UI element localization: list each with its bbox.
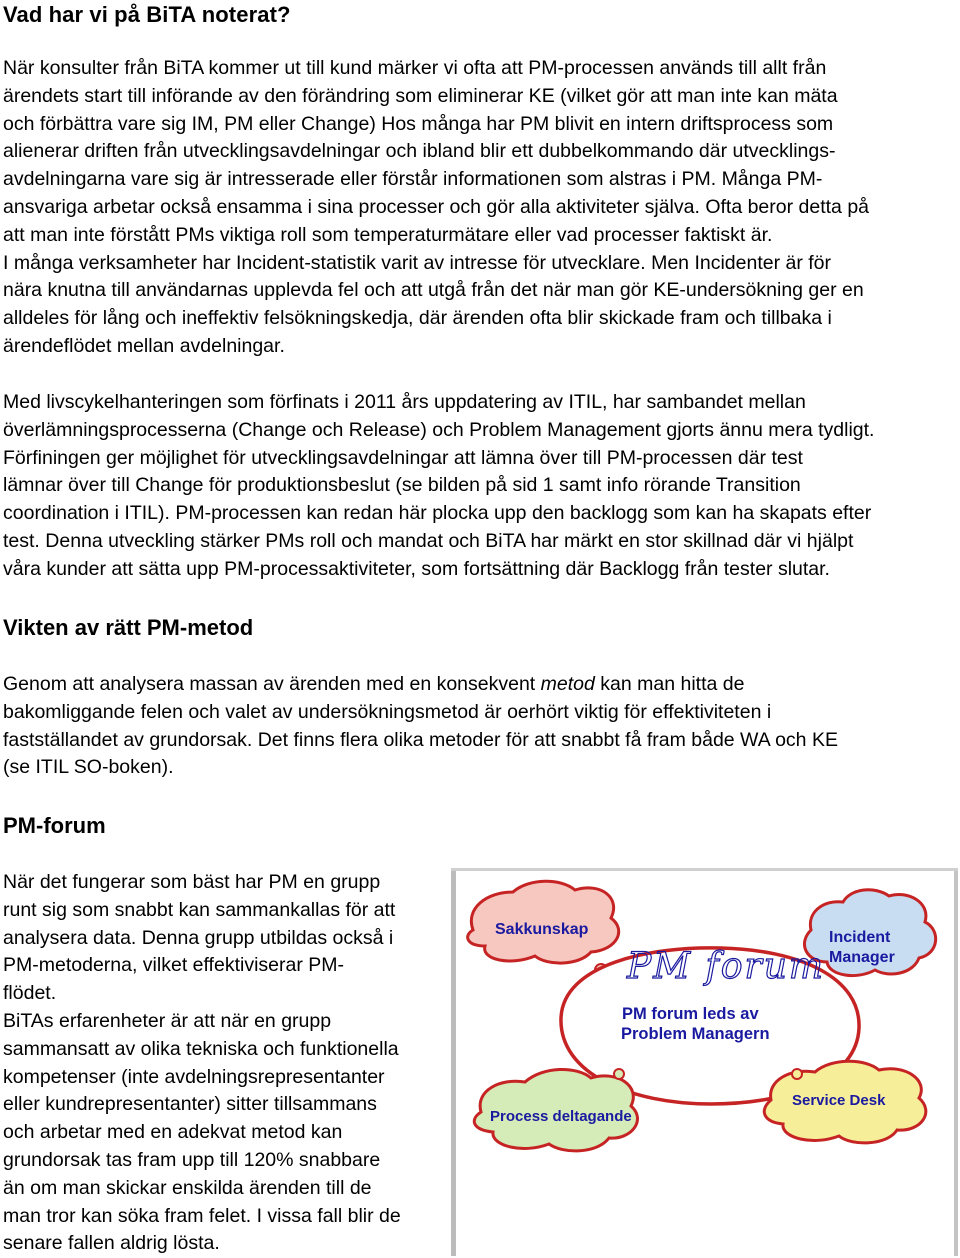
text-line: överlämningsprocesserna (Change och Release) och Problem Management gjorts ännu mera tydligt. (3, 418, 875, 441)
section-heading-method: Vikten av rätt PM-metod (3, 615, 254, 640)
text-run: kan man hitta de (594, 673, 745, 695)
text-line: När det fungerar som bäst har PM en grupp (3, 871, 381, 893)
text-line: sammansatt av olika tekniska och funktionella (3, 1037, 399, 1060)
text-line: lämnar över till Change för produktionsbeslut (se bilden på sid 1 samt info rörande Transition (3, 474, 801, 497)
text-line: bakomliggande felen och valet av undersökningsmetod är oerhört viktig för effektiviteten i (3, 700, 772, 723)
handwritten-pm-forum: PM forum (627, 946, 826, 987)
text-line: Med livscykelhanteringen som förfinats i 2011 års uppdatering av ITIL, har sambandet mellan (3, 391, 806, 413)
text-line: När konsulter från BiTA kommer ut till kund märker vi ofta att PM-processen används till allt från (3, 57, 827, 79)
lifecycle-paragraph (3, 389, 948, 584)
page-title: Vad har vi på BiTA noterat? (3, 2, 291, 27)
text-line: coordination i ITIL). PM-processen kan redan här plocka upp den backlogg som kan ha skapats efter (3, 502, 872, 525)
text-line: flödet. (3, 982, 57, 1005)
emphasis-text: metod (540, 673, 595, 695)
text-line: att man inte förstått PMs viktiga roll som temperaturmätare eller vad processer faktiskt är. (3, 223, 773, 246)
text-line: våra kunder att sätta upp PM-processaktiviteter, som fortsättning där Backlogg från tester slutar. (3, 557, 830, 580)
label-process-deltagande: Process deltagande (490, 1108, 632, 1125)
text-line: eller kundrepresentanter) sitter tillsammans (3, 1093, 377, 1116)
text-line: runt sig som snabbt kan sammankallas för att (3, 898, 396, 921)
label-incident-line2: Manager (829, 949, 895, 966)
text-line: alldeles för lång och ineffektiv felsökningskedja, där ärenden ofta blir skickade fram och tillbaka i (3, 307, 832, 330)
text-line: ärendets start till införande av den förändring som eliminerar KE (vilket gör att man inte kan mäta (3, 84, 838, 107)
text-line: alienerar driften från utvecklingsavdelningar och ibland blir ett dubbelkommando där utvecklings- (3, 140, 836, 163)
frame-left-edge (451, 868, 456, 1256)
frame-right-edge (954, 868, 958, 1256)
label-incident-line1: Incident (829, 929, 891, 946)
text-line: senare fallen aldrig lösta. (3, 1232, 220, 1255)
text-line: än om man skickar enskilda ärenden till de (3, 1176, 372, 1199)
section-heading-forum: PM-forum (3, 813, 106, 838)
text-line: man tror kan söka fram felet. I vissa fall blir de (3, 1204, 401, 1227)
center-text-line2: Problem Managern (621, 1025, 770, 1043)
text-line: BiTAs erfarenheter är att när en grupp (3, 1009, 332, 1032)
text-line: ärendeflödet mellan avdelningar. (3, 334, 285, 357)
text-line: ansvariga arbetar också ensamma i sina processer och gör alla aktiviteter själva. Ofta beror detta på (3, 195, 870, 218)
text-line: grundorsak tas fram upp till 120% snabbare (3, 1148, 381, 1171)
text-line: I många verksamheter har Incident-statistik varit av intresse för utvecklare. Men Incidenter är för (3, 251, 832, 274)
text-line: nära knutna till användarnas upplevda fel och att utgå från det när man gör KE-undersökning ger en (3, 279, 864, 302)
text-run: Genom att analysera massan av ärenden med en konsekvent (3, 673, 541, 695)
pm-forum-diagram (451, 868, 958, 1256)
text-line: och förbättra vare sig IM, PM eller Change) Hos många har PM blivit en intern driftsprocess som (3, 112, 834, 135)
method-paragraph (3, 671, 948, 782)
thought-dot (614, 1069, 624, 1079)
text-line: PM-metoderna, vilket effektiviserar PM- (3, 954, 344, 977)
text-line: och arbetar med en adekvat metod kan (3, 1121, 343, 1144)
text-line: avdelningarna vare sig är intresserade eller förstår informationen som alstras i PM. Många PM- (3, 168, 823, 191)
center-text-line1: PM forum leds av (622, 1005, 759, 1023)
frame-top-edge (451, 868, 958, 871)
label-service-desk: Service Desk (792, 1092, 886, 1109)
text-line: (se ITIL SO-boken). (3, 756, 174, 779)
text-line: analysera data. Denna grupp utbildas också i (3, 926, 394, 949)
text-line: fastställandet av grundorsak. Det finns flera olika metoder för att snabbt få fram både WA och KE (3, 728, 838, 751)
label-sakkunskap: Sakkunskap (495, 921, 589, 938)
diagram-svg (451, 868, 958, 1256)
thought-dot (792, 1069, 802, 1079)
text-line: test. Denna utveckling stärker PMs roll och mandat och BiTA har märkt en stor skillnad där vi hjälpt (3, 529, 854, 552)
text-line: kompetenser (inte avdelningsrepresentanter (3, 1065, 385, 1088)
intro-paragraph (3, 55, 948, 361)
forum-paragraph (3, 869, 443, 1258)
text-line (3, 671, 948, 699)
text-line: Förfiningen ger möjlighet för utvecklingsavdelningar att lämna över till PM-processen där test (3, 446, 803, 469)
